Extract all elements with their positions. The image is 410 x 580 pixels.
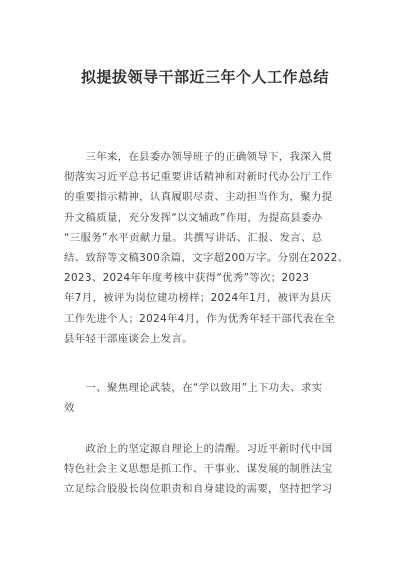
text-line: 政治上的坚定源自理论上的清醒。习近平新时代中国: [64, 443, 333, 455]
text-line: 2023、2024年年度考核中获得“优秀”等次；2023: [64, 272, 310, 285]
document-title: 拟提拔领导干部近三年个人工作总结: [80, 68, 329, 86]
text-line: 的重要指示精神，认真履职尽责、主动担当作为，聚力提: [64, 191, 333, 204]
text-line: 县年轻干部座谈会上发言。: [64, 332, 193, 345]
heading-line: 效: [64, 402, 75, 415]
text-line: 特色社会主义思想是抓工作、干事业、谋发展的制胜法宝: [64, 463, 333, 476]
intro-paragraph: [64, 147, 360, 349]
text-line: 三年来，在县委办领导班子的正确领导下，我深入贯: [64, 151, 333, 163]
text-line: 彻落实习近平总书记重要讲话精神和对新时代办公厅工作: [64, 171, 333, 184]
text-line: 年7月，被评为岗位建功榜样；2024年1月，被评为县庆: [64, 292, 332, 305]
section-heading: [64, 378, 360, 418]
text-line: 升文稿质量，充分发挥“以文辅政”作用，为提高县委办: [64, 211, 323, 224]
text-line: 立足综合股股长岗位职责和自身建设的需要，坚持把学习: [64, 483, 333, 496]
text-line: “三服务”水平贡献力量。共撰写讲话、汇报、发言、总: [64, 231, 323, 244]
text-line: 工作先进个人；2024年4月，作为优秀年轻干部代表在全: [64, 312, 336, 325]
heading-line: 一、聚焦理论武装，在“学以致用”上下功夫、求实: [64, 382, 323, 394]
body-paragraph: [64, 439, 360, 500]
text-line: 结、致辞等文稿300余篇，文字超200万字。分别在2022、: [64, 252, 349, 265]
